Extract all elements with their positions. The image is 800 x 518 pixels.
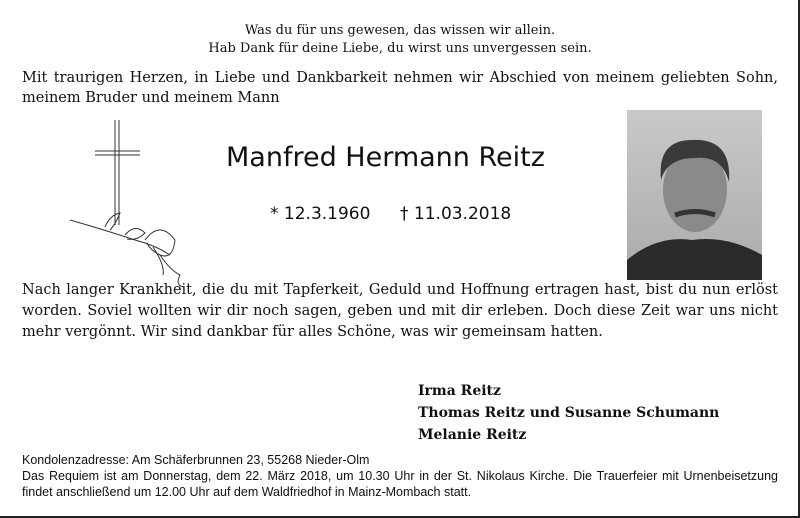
verse [0, 22, 800, 58]
portrait-photo [627, 110, 762, 280]
deceased-name: Manfred Hermann Reitz [226, 142, 545, 173]
requiem-info: Das Requiem ist am Donnerstag, dem 22. März 2018, um 10.30 Uhr in der St. Nikolaus Kirche. Die Trauerfeier mit Urnenbeisetzung findet anschließend um 12.00 Uhr auf dem Waldfriedhof in Mainz-Mombach statt. [22, 469, 778, 499]
signer: Melanie Reitz [418, 427, 527, 443]
signers [418, 380, 719, 446]
signer: Irma Reitz [418, 383, 501, 399]
body-text: Nach langer Krankheit, die du mit Tapferkeit, Geduld und Hoffnung ertragen hast, bist du nun erlöst worden. Soviel wollten wir dir noch sagen, geben und mit dir erleben. Doch diese Zeit war uns nicht mehr vergönnt. Wir sind dankbar für alles Schöne, was wir gemeinsam hatten. [22, 282, 778, 340]
cross-with-rose-icon [65, 115, 195, 290]
condolence-address: Kondolenzadresse: Am Schäferbrunnen 23, 55268 Nieder-Olm [22, 453, 370, 467]
birth-date: * 12.3.1960 [270, 204, 371, 224]
signer: Thomas Reitz und Susanne Schumann [418, 405, 720, 421]
verse-line: Hab Dank für deine Liebe, du wirst uns unvergessen sein. [208, 41, 592, 56]
verse-line: Was du für uns gewesen, das wissen wir allein. [244, 23, 556, 38]
footer [22, 452, 778, 500]
intro-text: Mit traurigen Herzen, in Liebe und Dankbarkeit nehmen wir Abschied von meinem geliebten Sohn, meinem Bruder und meinem Mann [22, 70, 778, 106]
death-date: † 11.03.2018 [400, 204, 512, 224]
